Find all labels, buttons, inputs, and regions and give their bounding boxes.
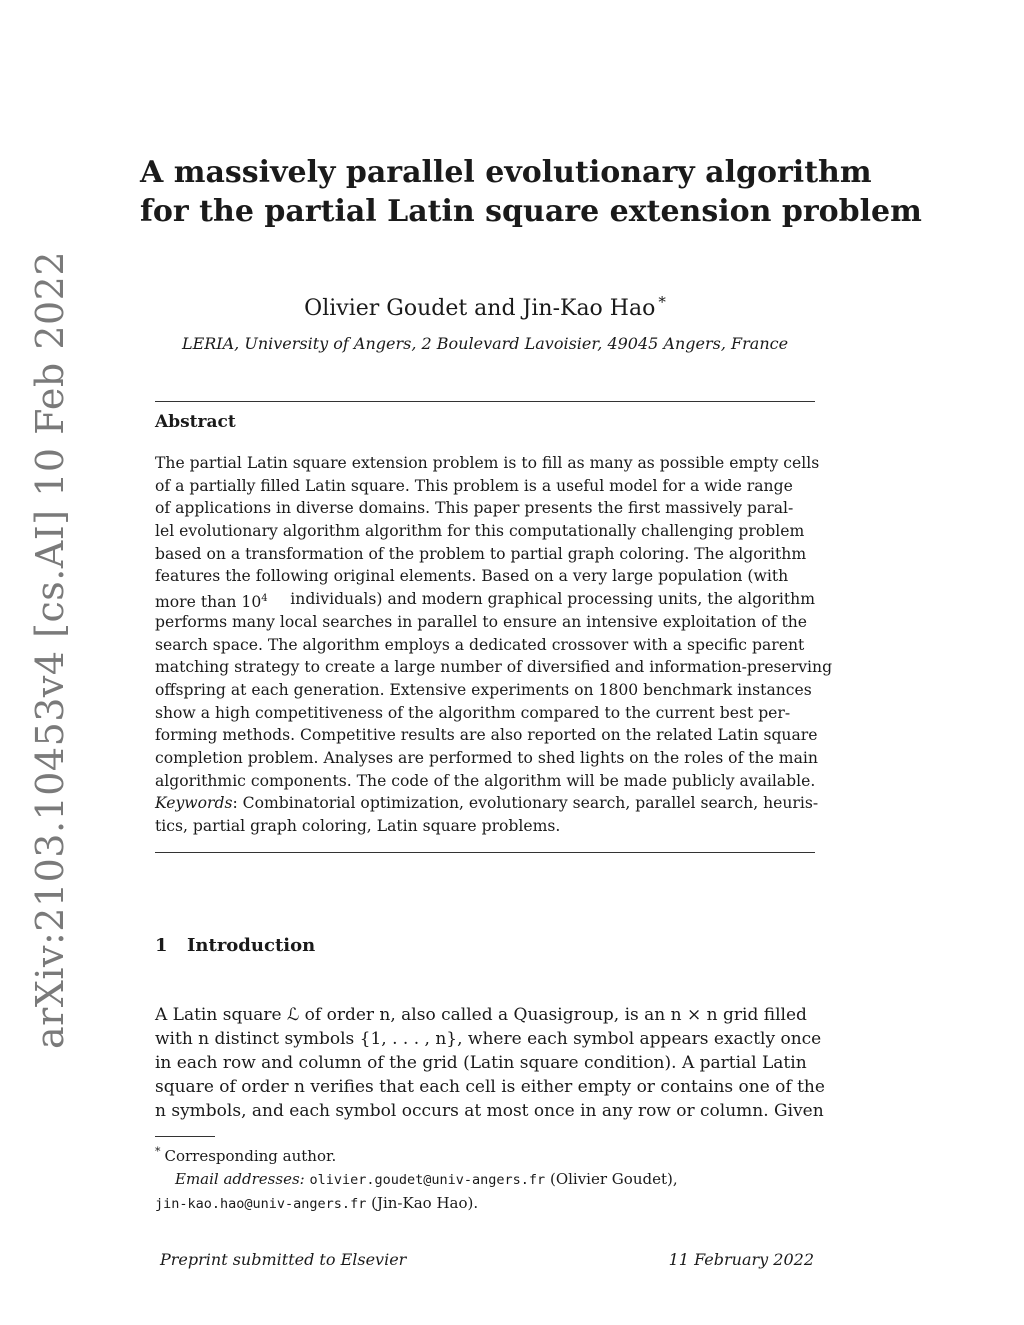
footer-preprint: Preprint submitted to Elsevier — [160, 1250, 407, 1269]
abstract-line — [155, 747, 818, 770]
footnote-corresponding — [155, 1140, 815, 1168]
section-heading-introduction — [155, 935, 315, 956]
abstract-line — [155, 475, 815, 498]
paper-title — [140, 153, 922, 231]
population-exponent: 4 — [261, 593, 268, 605]
name-goudet: (Olivier Goudet), — [549, 1170, 678, 1188]
abstract-line-text: performs many local searches in parallel to ensure an intensive exploitation of the — [155, 612, 808, 631]
abstract-line-text: show a high competitiveness of the algorithm compared to the current best per- — [155, 703, 791, 722]
abstract-line — [155, 497, 815, 520]
abstract-line-text: based on a transformation of the problem to partial graph coloring. The algorithm — [155, 544, 807, 563]
affiliation: LERIA, University of Angers, 2 Boulevard Lavoisier, 49045 Angers, France — [181, 334, 789, 353]
keywords-first: Combinatorial optimization, evolutionary search, parallel search, heuris- — [242, 794, 819, 813]
intro-line — [155, 1027, 822, 1051]
abstract-line — [155, 452, 820, 475]
intro-line — [155, 1003, 815, 1027]
population-after: individuals) and modern graphical processing units, the algorithm — [290, 590, 815, 609]
abstract-line-text: offspring at each generation. Extensive experiments on 1800 benchmark instances — [155, 680, 812, 699]
abstract-line-text: of applications in diverse domains. This paper presents the first massively paral- — [155, 499, 794, 518]
arxiv-identifier: arXiv:2103.10453v4 [cs.AI] 10 Feb 2022 — [28, 250, 72, 1050]
abstract-line-text: of a partially filled Latin square. This problem is a useful model for a wide range — [155, 476, 793, 495]
title-line-1: A massively parallel evolutionary algorithm — [140, 155, 872, 190]
abstract-line-population — [155, 588, 815, 611]
footnote-emails — [155, 1168, 815, 1192]
corresponding-mark: * — [658, 293, 666, 311]
abstract-body — [155, 452, 833, 838]
abstract-line — [155, 565, 815, 588]
abstract-heading: Abstract — [155, 412, 236, 432]
footer-date: 11 February 2022 — [668, 1250, 814, 1269]
email-hao[interactable]: jin-kao.hao@univ-angers.fr — [155, 1196, 367, 1212]
footnote — [155, 1140, 815, 1216]
intro-line — [155, 1051, 815, 1075]
abstract-bottom-rule — [155, 852, 815, 853]
corresponding-text: Corresponding author. — [164, 1147, 337, 1165]
arxiv-side-stamp — [20, 250, 80, 1050]
title-line-2: for the partial Latin square extension problem — [140, 194, 922, 229]
section-number: 1 — [155, 935, 168, 956]
intro-line — [155, 1075, 825, 1099]
footnote-mark: * — [155, 1145, 161, 1158]
author-names: Olivier Goudet and Jin-Kao Hao — [304, 296, 656, 321]
keywords-line — [155, 792, 819, 815]
intro-line-text: in each row and column of the grid (Latin square condition). A partial Latin — [155, 1053, 807, 1073]
abstract-line-text: completion problem. Analyses are performed to shed lights on the roles of the main — [155, 748, 818, 767]
footnote-emails-2 — [155, 1192, 815, 1216]
intro-line-text: A Latin square ℒ of order n, also called a Quasigroup, is an n × n grid filled — [155, 1005, 807, 1025]
footnote-rule — [155, 1136, 215, 1137]
abstract-line-text: The partial Latin square extension problem is to fill as many as possible empty cells — [155, 454, 820, 472]
keywords-text: Keywords: Combinatorial optimization, evolutionary search, parallel search, heuris- — [155, 794, 819, 813]
email-label: Email addresses: — [175, 1170, 305, 1188]
intro-line — [155, 1099, 824, 1123]
abstract-line — [155, 634, 815, 657]
section-title: Introduction — [187, 935, 316, 956]
intro-line-text: n symbols, and each symbol occurs at most once in any row or column. Given — [155, 1101, 824, 1121]
email-goudet[interactable]: olivier.goudet@univ-angers.fr — [309, 1172, 546, 1188]
abstract-line — [155, 520, 815, 543]
abstract-top-rule — [155, 401, 815, 402]
abstract-line-text: features the following original elements. Based on a very large population (with — [155, 567, 789, 586]
name-hao: (Jin-Kao Hao). — [371, 1194, 479, 1212]
abstract-line-text: forming methods. Competitive results are also reported on the related Latin square — [155, 726, 818, 745]
population-before: more than $10^4$ — [155, 593, 268, 612]
abstract-line-text: matching strategy to create a large number of diversified and information-preserving — [155, 658, 833, 677]
introduction-body — [155, 1003, 825, 1123]
abstract-line — [155, 679, 815, 702]
abstract-line — [155, 543, 815, 566]
abstract-line-text: algorithmic components. The code of the algorithm will be made publicly available. — [155, 771, 816, 790]
abstract-line-text: lel evolutionary algorithm algorithm for this computationally challenging problem — [155, 522, 805, 541]
abstract-line — [155, 770, 815, 793]
keywords-label: Keywords — [155, 794, 233, 813]
intro-line-text: square of order n verifies that each cell is either empty or contains one of the — [155, 1077, 825, 1097]
abstract-line — [155, 724, 818, 747]
keywords-second: tics, partial graph coloring, Latin square problems. — [155, 817, 561, 835]
keywords-line-2 — [155, 815, 815, 838]
abstract-line — [155, 656, 833, 679]
abstract-line — [155, 611, 815, 634]
authors — [140, 287, 830, 324]
abstract-line — [155, 702, 815, 725]
abstract-line-text: search space. The algorithm employs a dedicated crossover with a specific parent — [155, 635, 805, 654]
intro-line-text: with n distinct symbols {1, . . . , n}, where each symbol appears exactly once — [155, 1029, 822, 1049]
